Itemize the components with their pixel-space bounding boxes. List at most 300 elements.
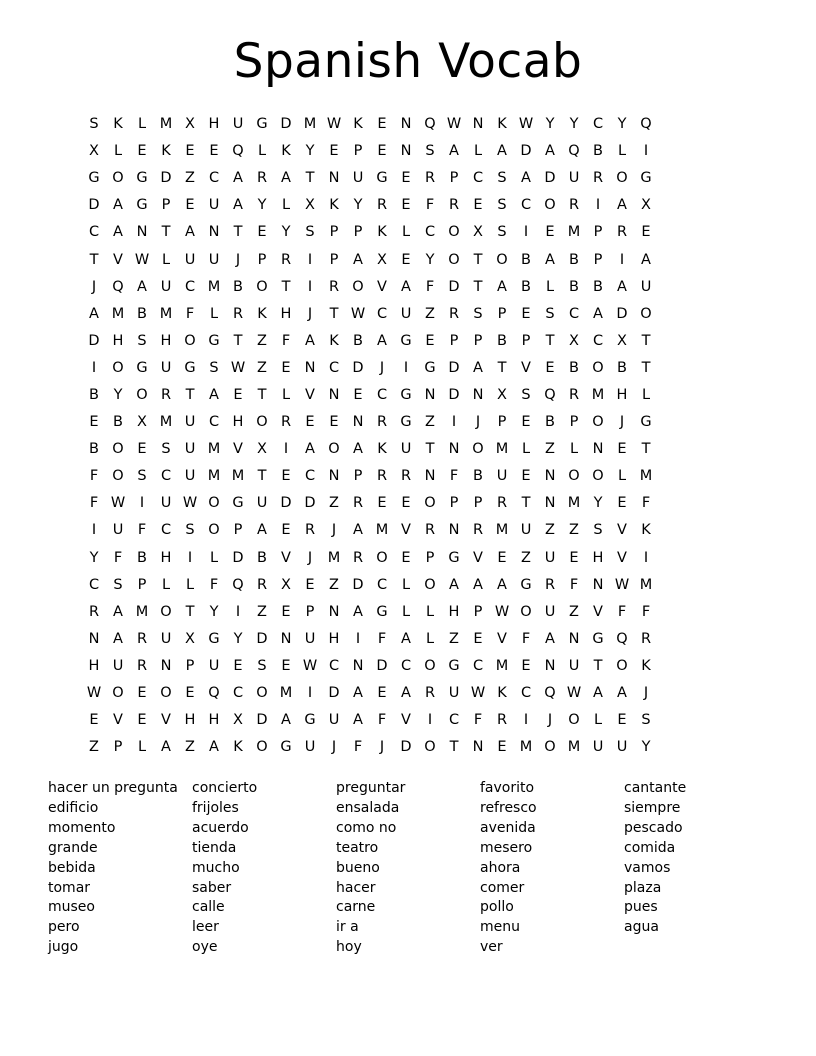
grid-letter: M [639, 468, 653, 485]
word-list-item: tienda [192, 839, 237, 856]
grid-letter: B [569, 359, 579, 376]
grid-letter: P [569, 414, 579, 431]
grid-letter: Z [449, 630, 459, 647]
page-title: Spanish Vocab [233, 34, 583, 89]
word-list-item: pollo [480, 899, 514, 916]
grid-letter: O [112, 468, 124, 485]
word-list-item: vamos [624, 859, 671, 876]
grid-letter: B [593, 278, 603, 295]
grid-letter: P [497, 305, 507, 322]
grid-letter: O [616, 657, 628, 674]
grid-row [82, 382, 730, 409]
grid-letter: K [161, 143, 171, 160]
grid-letter: S [89, 116, 99, 133]
grid-letter: P [473, 495, 483, 512]
grid-letter: T [449, 739, 459, 756]
grid-letter: X [185, 630, 195, 647]
grid-letter: A [281, 170, 291, 187]
grid-letter: U [544, 549, 556, 566]
word-list-item: ver [480, 939, 503, 956]
grid-letter: Q [568, 143, 580, 160]
grid-letter: U [400, 305, 412, 322]
grid-letter: C [304, 468, 316, 485]
grid-letter: D [232, 549, 244, 566]
word-list-item: favorito [480, 780, 535, 796]
grid-row [82, 599, 730, 626]
grid-letter: A [281, 712, 291, 729]
grid-row [82, 246, 730, 273]
grid-letter: B [521, 251, 531, 268]
grid-letter: D [352, 576, 364, 593]
grid-letter: X [185, 116, 195, 133]
grid-letter: G [136, 170, 148, 187]
grid-letter: X [233, 712, 243, 729]
grid-letter: N [400, 143, 412, 160]
grid-letter: N [328, 170, 340, 187]
grid-letter: C [184, 278, 196, 295]
grid-letter: A [449, 576, 459, 593]
grid-letter: A [401, 685, 411, 702]
grid-letter: E [281, 603, 291, 620]
grid-letter: M [567, 495, 581, 512]
grid-letter: U [208, 251, 220, 268]
grid-letter: O [640, 305, 652, 322]
grid-row [82, 355, 730, 382]
word-list-item: como no [336, 819, 397, 836]
grid-letter: D [304, 495, 316, 512]
grid-letter: A [209, 386, 219, 403]
grid-letter: T [185, 386, 195, 403]
grid-letter: G [184, 359, 196, 376]
grid-letter: R [232, 305, 244, 322]
grid-letter: M [207, 441, 221, 458]
grid-letter: B [473, 468, 483, 485]
grid-letter: A [617, 278, 627, 295]
grid-letter: F [425, 278, 435, 295]
grid-letter: I [307, 685, 313, 702]
grid-letter: L [569, 441, 579, 458]
grid-letter: E [377, 685, 387, 702]
grid-letter: R [400, 468, 412, 485]
grid-letter: I [403, 359, 409, 376]
grid-row [82, 680, 730, 707]
grid-letter: K [257, 305, 267, 322]
grid-letter: S [593, 522, 603, 539]
grid-letter: T [161, 224, 171, 241]
grid-letter: O [424, 657, 436, 674]
grid-letter: P [137, 576, 147, 593]
grid-row [82, 490, 730, 517]
grid-row [82, 436, 730, 463]
grid-letter: H [112, 332, 124, 349]
grid-letter: H [208, 712, 220, 729]
grid-letter: J [331, 739, 337, 756]
grid-letter: O [112, 170, 124, 187]
grid-letter: D [520, 143, 532, 160]
grid-letter: T [497, 359, 507, 376]
grid-letter: X [641, 197, 651, 214]
grid-letter: O [592, 414, 604, 431]
grid-letter: N [568, 630, 580, 647]
grid-letter: N [592, 441, 604, 458]
grid-letter: W [86, 685, 102, 702]
grid-letter: I [595, 197, 601, 214]
grid-letter: E [545, 359, 555, 376]
grid-letter: C [472, 170, 484, 187]
grid-letter: Z [185, 739, 195, 756]
grid-letter: S [545, 305, 555, 322]
grid-letter: Z [185, 170, 195, 187]
grid-letter: U [208, 657, 220, 674]
word-search-grid [82, 111, 730, 761]
grid-letter: E [137, 441, 147, 458]
grid-letter: L [209, 549, 219, 566]
grid-letter: E [401, 549, 411, 566]
grid-letter: I [523, 712, 529, 729]
word-list-item: edificio [48, 799, 99, 816]
grid-letter: R [376, 468, 388, 485]
grid-letter: E [473, 630, 483, 647]
grid-letter: P [329, 251, 339, 268]
grid-letter: S [641, 712, 651, 729]
grid-letter: A [353, 522, 363, 539]
grid-letter: J [307, 305, 313, 322]
grid-letter: C [160, 468, 172, 485]
grid-letter: U [232, 116, 244, 133]
grid-letter: I [235, 603, 241, 620]
grid-letter: U [112, 522, 124, 539]
grid-letter: N [472, 116, 484, 133]
grid-letter: X [257, 441, 267, 458]
grid-letter: A [473, 359, 483, 376]
word-list-item: ahora [480, 859, 521, 876]
grid-letter: P [473, 603, 483, 620]
grid-letter: M [207, 468, 221, 485]
grid-letter: C [400, 657, 412, 674]
grid-letter: S [473, 305, 483, 322]
grid-letter: S [209, 359, 219, 376]
grid-letter: E [401, 170, 411, 187]
grid-letter: P [449, 332, 459, 349]
grid-letter: N [424, 468, 436, 485]
grid-letter: E [185, 685, 195, 702]
grid-letter: G [208, 332, 220, 349]
grid-letter: R [544, 576, 556, 593]
grid-letter: A [449, 143, 459, 160]
grid-letter: D [280, 116, 292, 133]
grid-letter: E [641, 224, 651, 241]
word-list-item: hacer un pregunta [48, 780, 178, 796]
grid-letter: V [113, 712, 123, 729]
grid-letter: N [448, 441, 460, 458]
grid-row [82, 165, 730, 192]
word-list-item: pues [624, 899, 658, 916]
grid-letter: B [569, 278, 579, 295]
grid-letter: N [592, 576, 604, 593]
word-list-item: hacer [336, 879, 376, 896]
grid-letter: Z [521, 549, 531, 566]
grid-letter: K [497, 116, 507, 133]
grid-letter: W [230, 359, 246, 376]
grid-letter: N [472, 386, 484, 403]
word-list-item: momento [48, 819, 116, 836]
grid-letter: Y [233, 630, 243, 647]
grid-letter: A [113, 603, 123, 620]
grid-letter: M [495, 441, 509, 458]
grid-letter: A [497, 143, 507, 160]
grid-letter: Y [617, 116, 627, 133]
grid-letter: R [568, 386, 580, 403]
word-list [48, 779, 768, 958]
grid-letter: P [449, 495, 459, 512]
grid-letter: V [233, 441, 243, 458]
grid-letter: R [496, 495, 508, 512]
word-list-item: cantante [624, 780, 687, 796]
grid-letter: S [137, 468, 147, 485]
grid-row [82, 409, 730, 436]
grid-letter: V [497, 630, 507, 647]
grid-letter: O [328, 441, 340, 458]
word-list-item: ensalada [336, 799, 400, 816]
grid-letter: F [641, 495, 651, 512]
grid-letter: Y [209, 603, 219, 620]
grid-letter: M [159, 116, 173, 133]
grid-letter: O [568, 468, 580, 485]
grid-letter: E [497, 549, 507, 566]
grid-letter: D [328, 685, 340, 702]
grid-letter: I [91, 522, 97, 539]
grid-letter: L [401, 224, 411, 241]
grid-letter: O [376, 549, 388, 566]
grid-letter: U [568, 657, 580, 674]
grid-letter: B [89, 441, 99, 458]
grid-letter: J [643, 685, 649, 702]
grid-letter: B [521, 278, 531, 295]
grid-letter: A [521, 170, 531, 187]
grid-letter: A [257, 522, 267, 539]
grid-letter: S [305, 224, 315, 241]
grid-letter: M [591, 386, 605, 403]
grid-letter: B [113, 414, 123, 431]
grid-letter: U [616, 739, 628, 756]
grid-letter: O [256, 685, 268, 702]
grid-letter: L [281, 197, 291, 214]
grid-letter: E [377, 116, 387, 133]
grid-letter: B [545, 414, 555, 431]
grid-letter: T [329, 305, 339, 322]
grid-letter: W [326, 116, 342, 133]
grid-letter: L [401, 603, 411, 620]
grid-letter: U [184, 468, 196, 485]
grid-letter: P [161, 197, 171, 214]
grid-letter: W [470, 685, 486, 702]
grid-letter: W [182, 495, 198, 512]
grid-letter: L [113, 143, 123, 160]
grid-letter: M [375, 522, 389, 539]
word-list-item: agua [624, 919, 659, 936]
grid-letter: A [473, 576, 483, 593]
grid-letter: N [328, 603, 340, 620]
grid-letter: E [281, 359, 291, 376]
grid-letter: T [257, 468, 267, 485]
grid-letter: E [137, 143, 147, 160]
grid-letter: N [328, 468, 340, 485]
grid-letter: G [88, 170, 100, 187]
grid-letter: O [208, 522, 220, 539]
grid-letter: K [641, 657, 651, 674]
grid-letter: C [376, 305, 388, 322]
grid-letter: Q [640, 116, 652, 133]
grid-letter: T [185, 603, 195, 620]
grid-letter: Q [544, 685, 556, 702]
grid-letter: M [639, 576, 653, 593]
grid-letter: L [593, 712, 603, 729]
grid-letter: O [184, 332, 196, 349]
grid-letter: R [424, 685, 436, 702]
grid-letter: W [566, 685, 582, 702]
grid-letter: N [544, 468, 556, 485]
grid-letter: Q [424, 116, 436, 133]
grid-letter: Y [545, 116, 555, 133]
grid-letter: R [352, 549, 364, 566]
word-list-item: bebida [48, 859, 96, 876]
grid-letter: N [328, 386, 340, 403]
word-list-item: teatro [336, 839, 379, 856]
word-column [480, 779, 624, 958]
grid-letter: F [569, 576, 579, 593]
grid-letter: G [448, 657, 460, 674]
grid-letter: G [400, 414, 412, 431]
grid-letter: P [593, 224, 603, 241]
grid-letter: E [569, 549, 579, 566]
grid-letter: M [159, 414, 173, 431]
grid-letter: P [353, 224, 363, 241]
grid-letter: Z [257, 332, 267, 349]
grid-letter: D [376, 657, 388, 674]
grid-letter: F [377, 630, 387, 647]
grid-letter: N [208, 224, 220, 241]
grid-letter: P [593, 251, 603, 268]
grid-letter: S [521, 386, 531, 403]
grid-letter: E [281, 522, 291, 539]
grid-row [82, 328, 730, 355]
grid-letter: V [401, 522, 411, 539]
grid-letter: B [137, 549, 147, 566]
grid-letter: Y [281, 224, 291, 241]
grid-letter: R [472, 522, 484, 539]
grid-letter: O [448, 224, 460, 241]
grid-letter: F [449, 468, 459, 485]
grid-letter: E [497, 739, 507, 756]
grid-letter: H [448, 603, 460, 620]
grid-letter: M [495, 657, 509, 674]
grid-letter: A [617, 685, 627, 702]
grid-letter: J [91, 278, 97, 295]
grid-letter: A [497, 576, 507, 593]
grid-letter: X [473, 224, 483, 241]
grid-letter: L [209, 305, 219, 322]
word-list-item: plaza [624, 879, 662, 896]
grid-letter: L [161, 576, 171, 593]
grid-letter: F [473, 712, 483, 729]
grid-letter: U [184, 414, 196, 431]
grid-letter: F [137, 522, 147, 539]
grid-letter: R [424, 522, 436, 539]
grid-letter: E [137, 685, 147, 702]
grid-letter: A [113, 197, 123, 214]
grid-letter: L [257, 143, 267, 160]
grid-letter: B [233, 278, 243, 295]
grid-row [82, 463, 730, 490]
grid-letter: G [376, 170, 388, 187]
grid-letter: U [184, 251, 196, 268]
grid-row [82, 734, 730, 761]
grid-letter: O [112, 441, 124, 458]
grid-letter: N [544, 657, 556, 674]
grid-letter: M [567, 739, 581, 756]
grid-letter: U [448, 685, 460, 702]
grid-letter: U [304, 630, 316, 647]
grid-letter: C [520, 197, 532, 214]
grid-letter: F [113, 549, 123, 566]
grid-letter: O [256, 278, 268, 295]
grid-letter: E [89, 414, 99, 431]
grid-letter: L [281, 386, 291, 403]
grid-letter: Y [641, 739, 651, 756]
grid-letter: F [425, 197, 435, 214]
grid-letter: G [136, 359, 148, 376]
grid-letter: G [136, 197, 148, 214]
grid-letter: O [112, 685, 124, 702]
grid-letter: R [424, 170, 436, 187]
grid-letter: V [473, 549, 483, 566]
grid-letter: S [497, 224, 507, 241]
word-list-item: pero [48, 919, 80, 936]
grid-letter: T [641, 441, 651, 458]
grid-letter: E [281, 657, 291, 674]
grid-letter: C [520, 685, 532, 702]
grid-row [82, 653, 730, 680]
grid-letter: J [475, 414, 481, 431]
grid-letter: O [520, 603, 532, 620]
grid-letter: L [161, 251, 171, 268]
grid-letter: V [401, 712, 411, 729]
grid-letter: A [113, 630, 123, 647]
grid-letter: G [400, 332, 412, 349]
grid-letter: J [379, 739, 385, 756]
grid-letter: Z [545, 522, 555, 539]
grid-letter: E [521, 657, 531, 674]
grid-letter: K [497, 685, 507, 702]
word-list-item: siempre [624, 799, 681, 816]
grid-letter: R [352, 495, 364, 512]
grid-letter: B [569, 251, 579, 268]
grid-letter: R [256, 170, 268, 187]
grid-letter: A [113, 224, 123, 241]
grid-letter: I [187, 549, 193, 566]
grid-letter: E [329, 414, 339, 431]
grid-letter: E [281, 468, 291, 485]
grid-letter: F [89, 468, 99, 485]
grid-letter: U [520, 522, 532, 539]
grid-letter: E [209, 143, 219, 160]
grid-letter: H [208, 116, 220, 133]
grid-letter: I [427, 712, 433, 729]
grid-letter: R [304, 522, 316, 539]
grid-letter: D [448, 386, 460, 403]
grid-letter: P [425, 549, 435, 566]
grid-letter: E [617, 441, 627, 458]
